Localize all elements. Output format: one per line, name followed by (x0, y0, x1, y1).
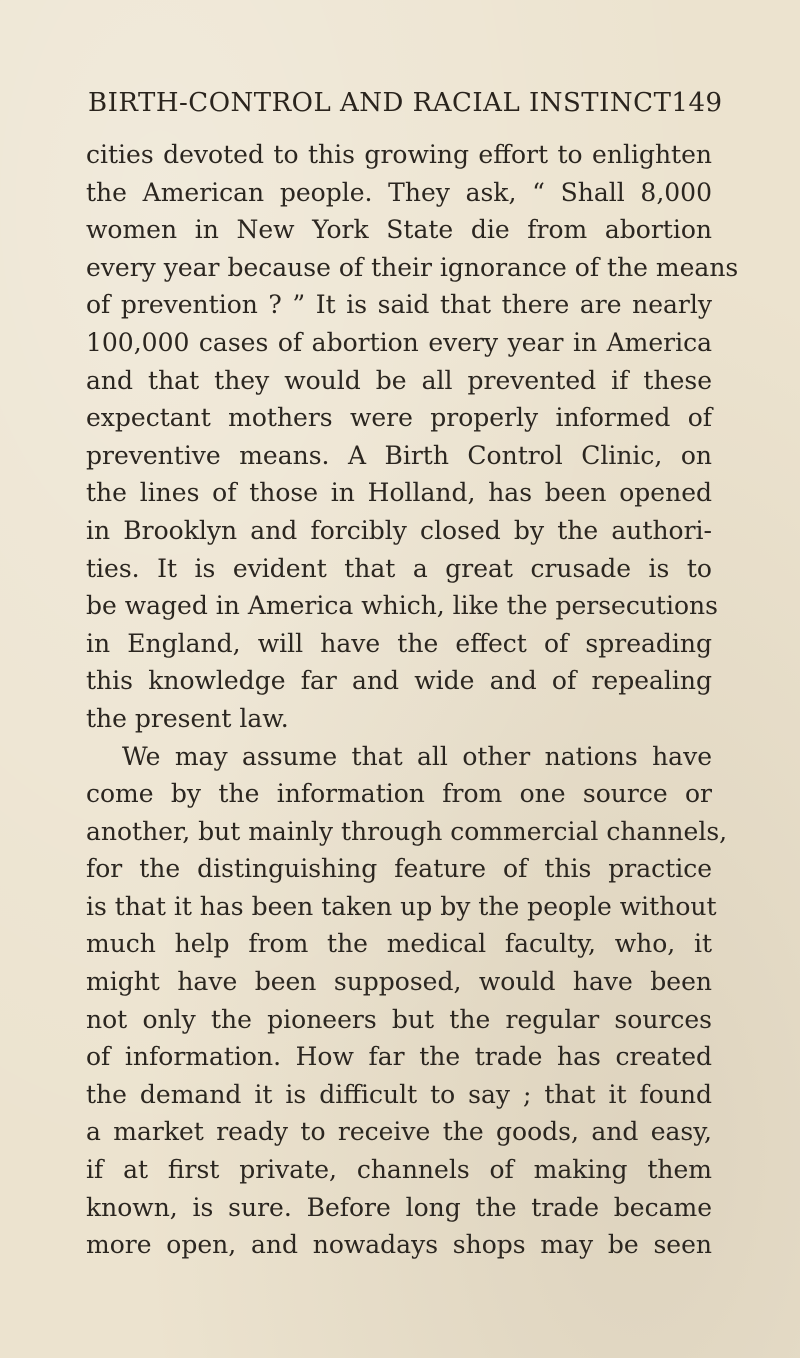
text-line: the demand it is difficult to say ; that it found (86, 1079, 712, 1109)
text-line: come by the information from one source or (86, 779, 712, 809)
text-line: the lines of those in Holland, has been opened (86, 478, 712, 508)
text-line: much help from the medical faculty, who, it (86, 929, 712, 959)
text-line: known, is sure. Before long the trade became (86, 1192, 712, 1222)
text-line: is that it has been taken up by the people without (86, 891, 717, 921)
text-line: cities devoted to this growing effort to enlighten (86, 140, 712, 169)
text-line: be waged in America which, like the persecutions (86, 591, 718, 621)
paragraph (86, 738, 728, 1264)
text-line: another, but mainly through commercial channels, (86, 816, 728, 846)
text-line: of information. How far the trade has created (86, 1042, 712, 1072)
text-line: in Brooklyn and forcibly closed by the authori- (86, 515, 712, 545)
text-line: of prevention ? ” It is said that there are nearly (86, 290, 712, 320)
text-line: every year because of their ignorance of the means (86, 252, 739, 282)
text-line: and that they would be all prevented if these (86, 365, 712, 395)
text-line: not only the pioneers but the regular sources (86, 1004, 712, 1034)
text-line: expectant mothers were properly informed of (86, 403, 712, 433)
text-line: ties. It is evident that a great crusade is to (86, 553, 712, 583)
text-line: the present law. (86, 703, 289, 733)
text-line: for the distinguishing feature of this practice (86, 854, 712, 884)
text-line: a market ready to receive the goods, and easy, (86, 1117, 712, 1147)
text-line: the American people. They ask, “ Shall 8,000 (86, 177, 712, 207)
text-line: women in New York State die from abortion (86, 215, 712, 245)
text-line: might have been supposed, would have been (86, 967, 712, 997)
body-text (86, 136, 739, 1264)
text-line: if at first private, channels of making them (86, 1155, 712, 1185)
text-line: preventive means. A Birth Control Clinic, on (86, 440, 712, 470)
text-line: more open, and nowadays shops may be seen (86, 1230, 712, 1260)
running-head-title: BIRTH-CONTROL AND RACIAL INSTINCT (88, 88, 672, 118)
text-line: in England, will have the effect of spreading (86, 628, 712, 658)
text-line: 100,000 cases of abortion every year in America (86, 327, 712, 357)
text-line: this knowledge far and wide and of repealing (86, 666, 712, 696)
paragraph (86, 136, 739, 738)
page-number: 149 (671, 88, 723, 118)
text-line: We may assume that all other nations have (122, 741, 712, 771)
running-head (88, 88, 723, 118)
